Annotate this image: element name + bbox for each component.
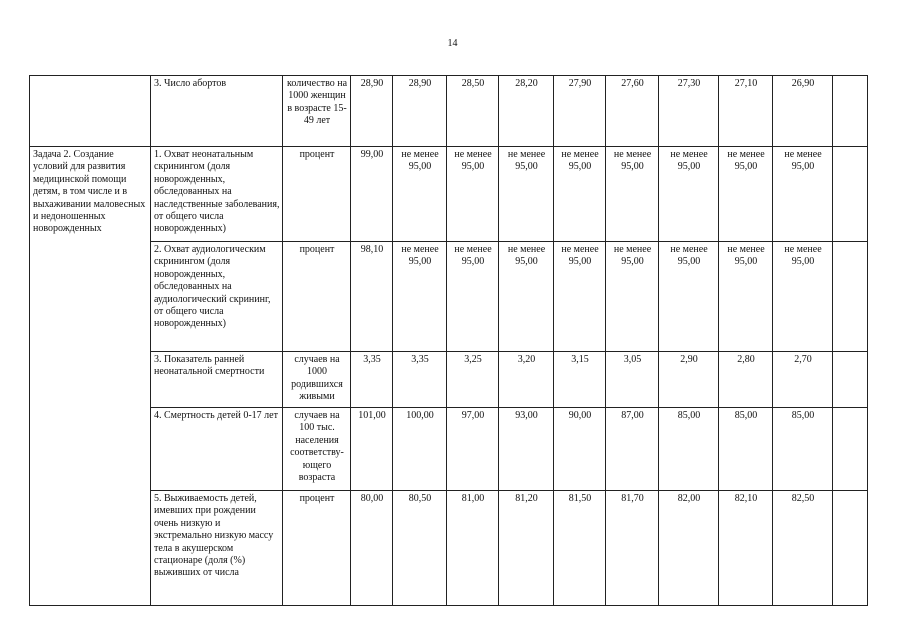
indicator-cell: 3. Показатель ранней неонатальной смертности (151, 352, 283, 408)
table-row (30, 491, 868, 606)
value-cell: 28,90 (351, 76, 393, 147)
value-cell: 27,90 (554, 76, 606, 147)
value-cell: 101,00 (351, 408, 393, 491)
value-cell: 82,50 (773, 491, 833, 606)
value-cell: 27,30 (659, 76, 719, 147)
value-cell: не менее 95,00 (773, 147, 833, 242)
table-row (30, 242, 868, 352)
empty-cell (833, 242, 868, 352)
table-row (30, 408, 868, 491)
value-cell: не менее 95,00 (719, 147, 773, 242)
value-cell: 99,00 (351, 147, 393, 242)
task-cell-empty (30, 76, 151, 147)
value-cell: 81,20 (499, 491, 554, 606)
value-cell: 90,00 (554, 408, 606, 491)
value-cell: 85,00 (773, 408, 833, 491)
value-cell: 26,90 (773, 76, 833, 147)
value-cell: 81,00 (447, 491, 499, 606)
value-cell: 28,50 (447, 76, 499, 147)
empty-cell (833, 352, 868, 408)
value-cell: не менее 95,00 (554, 147, 606, 242)
indicator-cell: 1. Охват неонатальным скринингом (доля новорожденных, обследованных на наследственные заболевания, от общего числа новорожденных) (151, 147, 283, 242)
value-cell: 28,90 (393, 76, 447, 147)
value-cell: не менее 95,00 (499, 147, 554, 242)
empty-cell (833, 491, 868, 606)
value-cell: 87,00 (606, 408, 659, 491)
value-cell: 81,50 (554, 491, 606, 606)
value-cell: не менее 95,00 (447, 242, 499, 352)
value-cell: не менее 95,00 (773, 242, 833, 352)
value-cell: 82,10 (719, 491, 773, 606)
unit-cell: случаев на 1000 родившихся живыми (283, 352, 351, 408)
value-cell: 100,00 (393, 408, 447, 491)
value-cell: 3,25 (447, 352, 499, 408)
value-cell: 98,10 (351, 242, 393, 352)
value-cell: не менее 95,00 (499, 242, 554, 352)
table-row (30, 76, 868, 147)
value-cell: 3,15 (554, 352, 606, 408)
value-cell: не менее 95,00 (606, 242, 659, 352)
value-cell: 3,35 (351, 352, 393, 408)
table-row (30, 147, 868, 242)
unit-cell: процент (283, 147, 351, 242)
table-body (30, 76, 868, 606)
value-cell: 97,00 (447, 408, 499, 491)
value-cell: 93,00 (499, 408, 554, 491)
value-cell: 28,20 (499, 76, 554, 147)
empty-cell (833, 408, 868, 491)
indicator-cell: 5. Выживаемость детей, имевших при рождении очень низкую и экстремально низкую массу тела в акушерском стационаре (доля (%) выживших от числа (151, 491, 283, 606)
value-cell: не менее 95,00 (447, 147, 499, 242)
value-cell: 2,80 (719, 352, 773, 408)
value-cell: 82,00 (659, 491, 719, 606)
indicator-cell: 3. Число абортов (151, 76, 283, 147)
value-cell: 2,70 (773, 352, 833, 408)
value-cell: не менее 95,00 (554, 242, 606, 352)
task-cell: Задача 2. Создание условий для развития медицинской помощи детям, в том числе и в выхаживании маловесных и недоношенных новорожденных (30, 147, 151, 606)
value-cell: 2,90 (659, 352, 719, 408)
indicators-table (29, 75, 868, 606)
value-cell: 3,05 (606, 352, 659, 408)
empty-cell (833, 147, 868, 242)
value-cell: 81,70 (606, 491, 659, 606)
value-cell: не менее 95,00 (659, 242, 719, 352)
value-cell: 80,00 (351, 491, 393, 606)
value-cell: 27,10 (719, 76, 773, 147)
value-cell: не менее 95,00 (719, 242, 773, 352)
value-cell: 3,35 (393, 352, 447, 408)
value-cell: 3,20 (499, 352, 554, 408)
indicator-cell: 4. Смертность детей 0-17 лет (151, 408, 283, 491)
unit-cell: случаев на 100 тыс. населения соответству-ющего возраста (283, 408, 351, 491)
unit-cell: процент (283, 491, 351, 606)
page-number: 14 (447, 38, 458, 49)
value-cell: не менее 95,00 (393, 147, 447, 242)
value-cell: не менее 95,00 (606, 147, 659, 242)
value-cell: 85,00 (719, 408, 773, 491)
value-cell: не менее 95,00 (393, 242, 447, 352)
value-cell: 80,50 (393, 491, 447, 606)
indicator-cell: 2. Охват аудиологическим скринингом (доля новорожденных, обследованных на аудиологический скрининг, от общего числа новорожденных) (151, 242, 283, 352)
value-cell: 27,60 (606, 76, 659, 147)
table-row (30, 352, 868, 408)
empty-cell (833, 76, 868, 147)
unit-cell: процент (283, 242, 351, 352)
value-cell: не менее 95,00 (659, 147, 719, 242)
value-cell: 85,00 (659, 408, 719, 491)
unit-cell: количество на 1000 женщин в возрасте 15-49 лет (283, 76, 351, 147)
